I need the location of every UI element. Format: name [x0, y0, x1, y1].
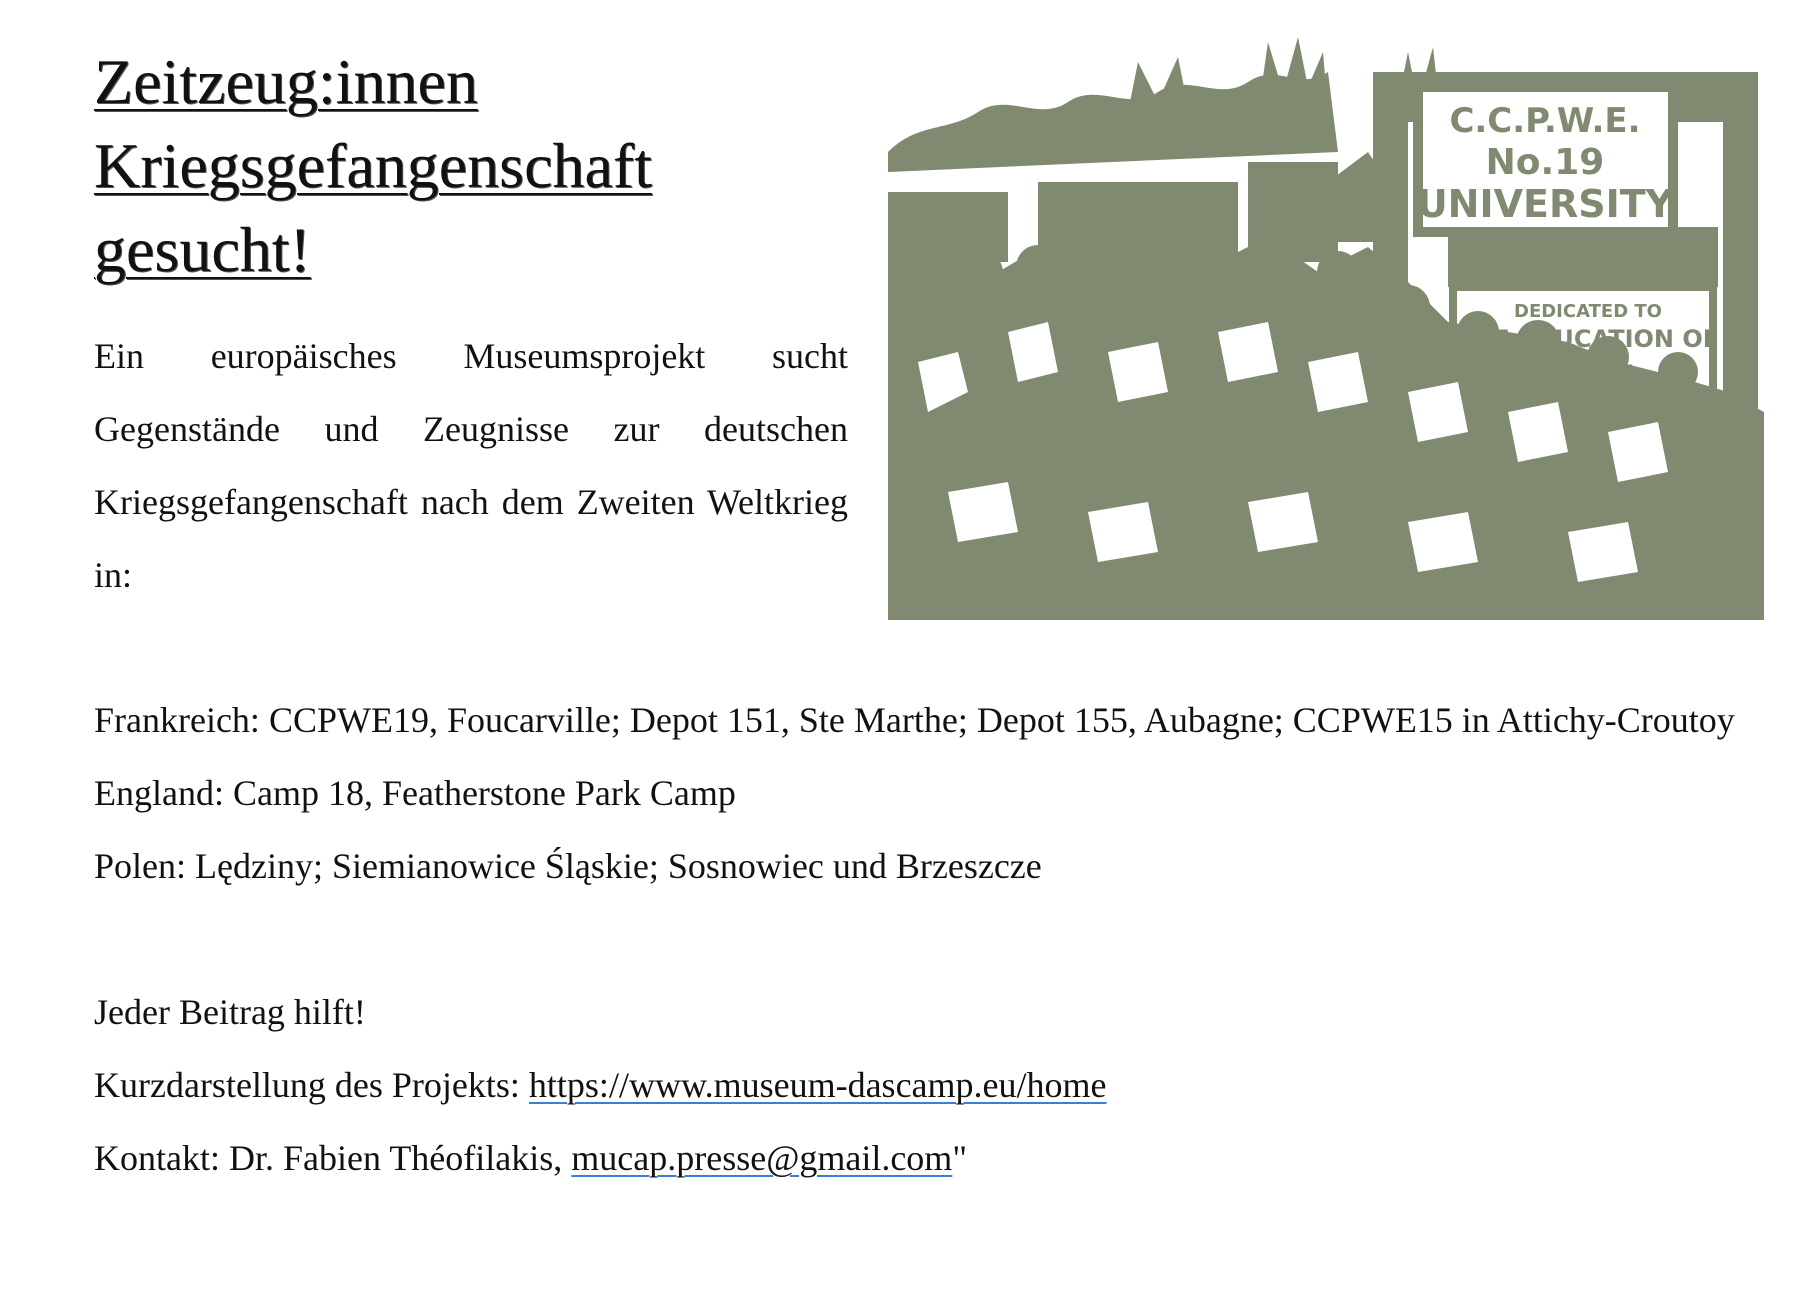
banner-text-line-1: DEDICATED TO [1514, 301, 1662, 322]
contact-email-link[interactable]: mucap.presse@gmail.com [571, 1138, 953, 1178]
contact-suffix: " [952, 1138, 968, 1178]
title-line-3: gesucht! [94, 214, 311, 285]
banner-text-line-2: THE EDUCATION OF [1456, 325, 1720, 353]
pow-camp-photo [888, 32, 1764, 620]
intro-paragraph: Ein europäisches Museumsprojekt sucht Gegenstände und Zeugnisse zur deutschen Kriegsgefangenschaft nach dem Zweiten Weltkrieg in: [94, 336, 848, 595]
sign-text-line-3: UNIVERSITY [1416, 182, 1674, 226]
project-link[interactable]: https://www.museum-dascamp.eu/home [528, 1065, 1107, 1105]
title-line-1: Zeitzeug:innen [94, 46, 478, 117]
location-england: England: Camp 18, Featherstone Park Camp [94, 773, 736, 813]
project-label: Kurzdarstellung des Projekts: [94, 1065, 529, 1105]
project-line [94, 1049, 1764, 1122]
sign-text-line-1: C.C.P.W.E. [1449, 101, 1641, 141]
location-france: Frankreich: CCPWE19, Foucarville; Depot 151, Ste Marthe; Depot 155, Aubagne; CCPWE15 in Attichy-Croutoy [94, 700, 1735, 740]
contact-label: Kontakt: Dr. Fabien Théofilakis, [94, 1138, 572, 1178]
body-text [94, 684, 1764, 1195]
page-title [94, 40, 854, 292]
banner-text-line-3: YOUTH [1541, 360, 1635, 388]
spacer [94, 903, 1764, 976]
sign-text-line-2: No.19 [1485, 142, 1605, 183]
contact-line [94, 1122, 1764, 1195]
call-to-action: Jeder Beitrag hilft! [94, 992, 366, 1032]
title-line-2: Kriegsgefangenschaft [94, 130, 652, 201]
location-poland: Polen: Lędziny; Siemianowice Śląskie; Sosnowiec und Brzeszcze [94, 846, 1042, 886]
